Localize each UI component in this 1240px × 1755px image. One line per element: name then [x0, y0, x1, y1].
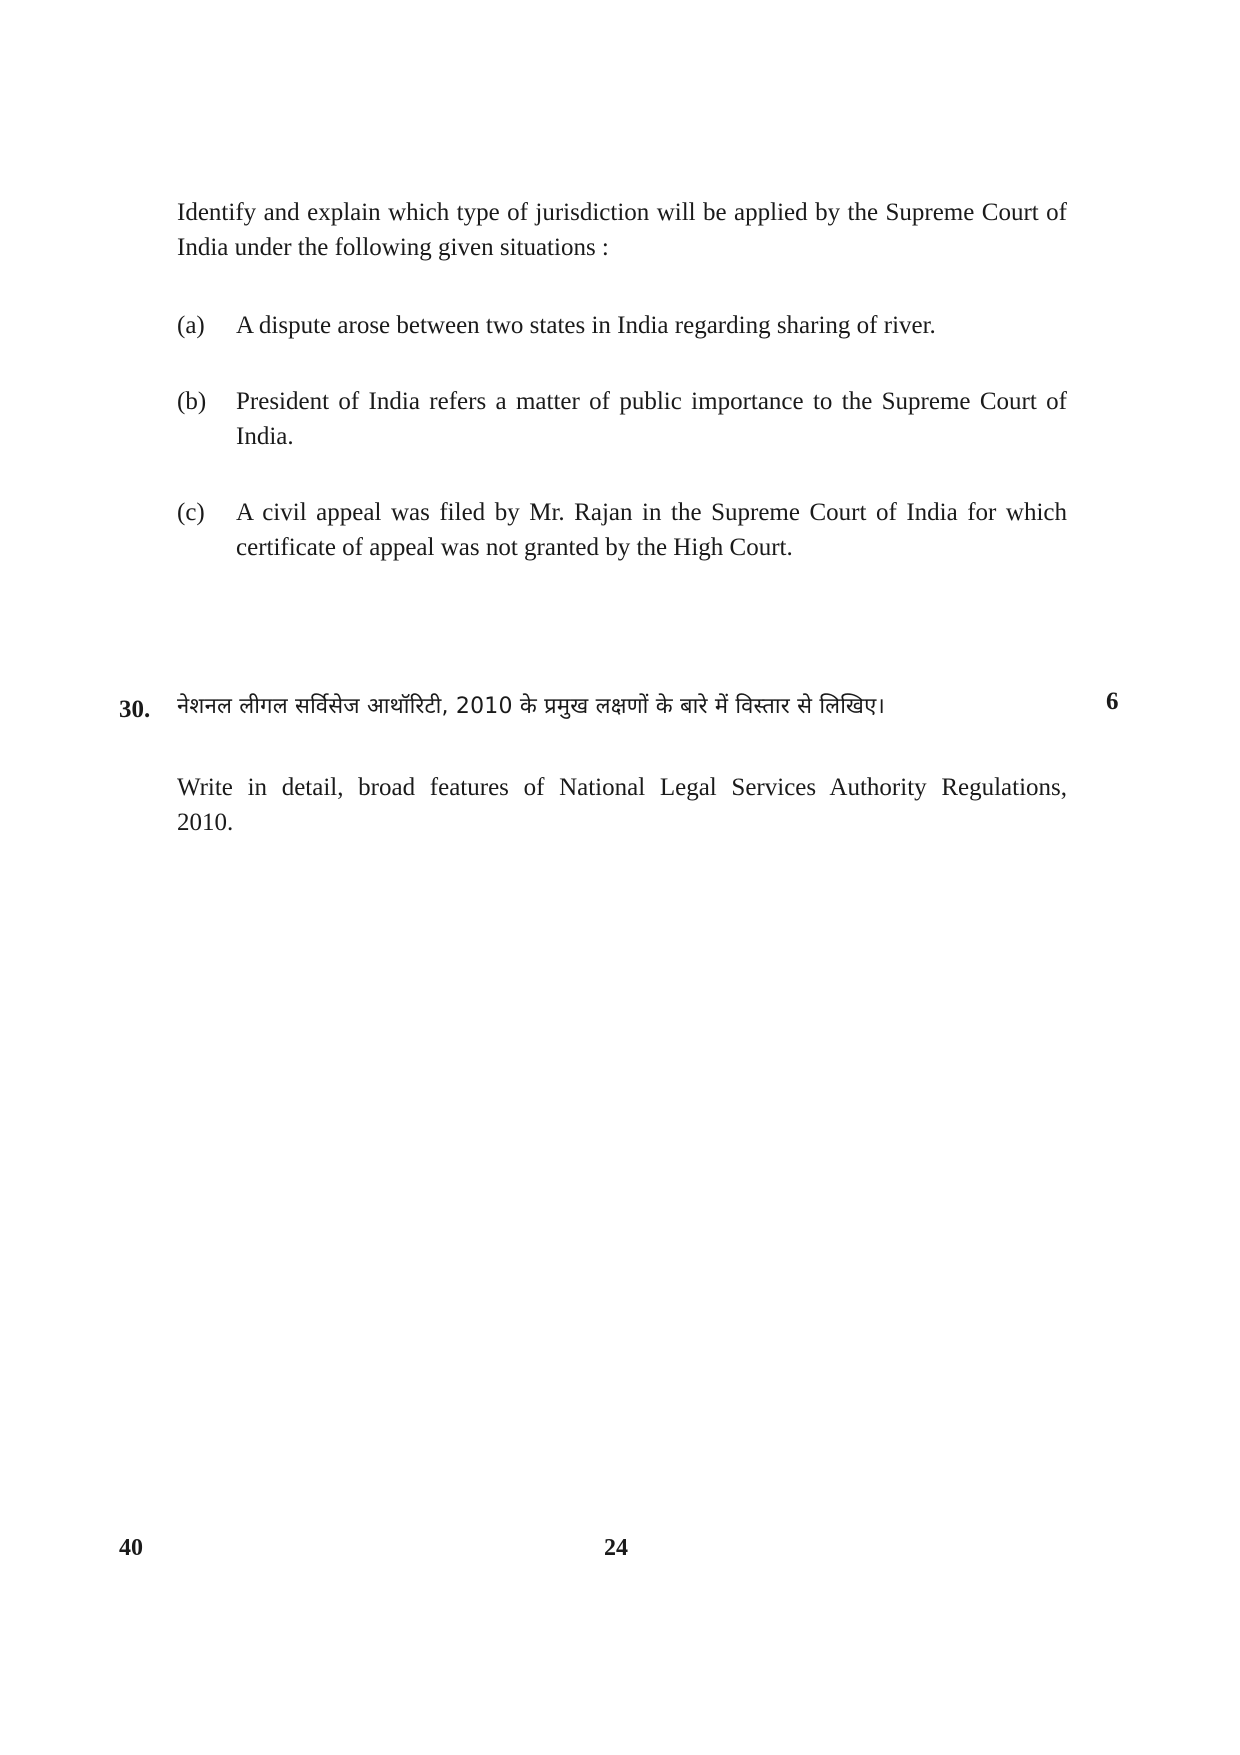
page-number: 24: [604, 1535, 628, 1561]
question-hindi-text: नेशनल लीगल सर्विसेज आथॉरिटी, 2010 के प्रमुख लक्षणों के बारे में विस्तार से लिखिए।: [177, 694, 886, 719]
sub-item-label: (c): [177, 499, 205, 526]
paper-code: 40: [119, 1535, 143, 1561]
question-intro-text: Identify and explain which type of jurisdiction will be applied by the Supreme Court of India under the following given situations :: [177, 199, 1067, 261]
sub-item-text: President of India refers a matter of public importance to the Supreme Court of India.: [236, 388, 1067, 450]
sub-item-text: A dispute arose between two states in India regarding sharing of river.: [236, 312, 936, 339]
question-marks: 6: [1106, 688, 1119, 715]
sub-item-label: (a): [177, 312, 205, 339]
sub-item-text: A civil appeal was filed by Mr. Rajan in the Supreme Court of India for which certificate of appeal was not granted by the High Court.: [236, 499, 1067, 561]
question-english-text: Write in detail, broad features of National Legal Services Authority Regulations, 2010.: [177, 774, 1067, 836]
sub-item-c: [177, 495, 1067, 565]
sub-item-a: [177, 308, 1067, 343]
question-number: 30.: [119, 696, 151, 723]
sub-item-label: (b): [177, 388, 207, 415]
sub-item-b: [177, 384, 1067, 454]
